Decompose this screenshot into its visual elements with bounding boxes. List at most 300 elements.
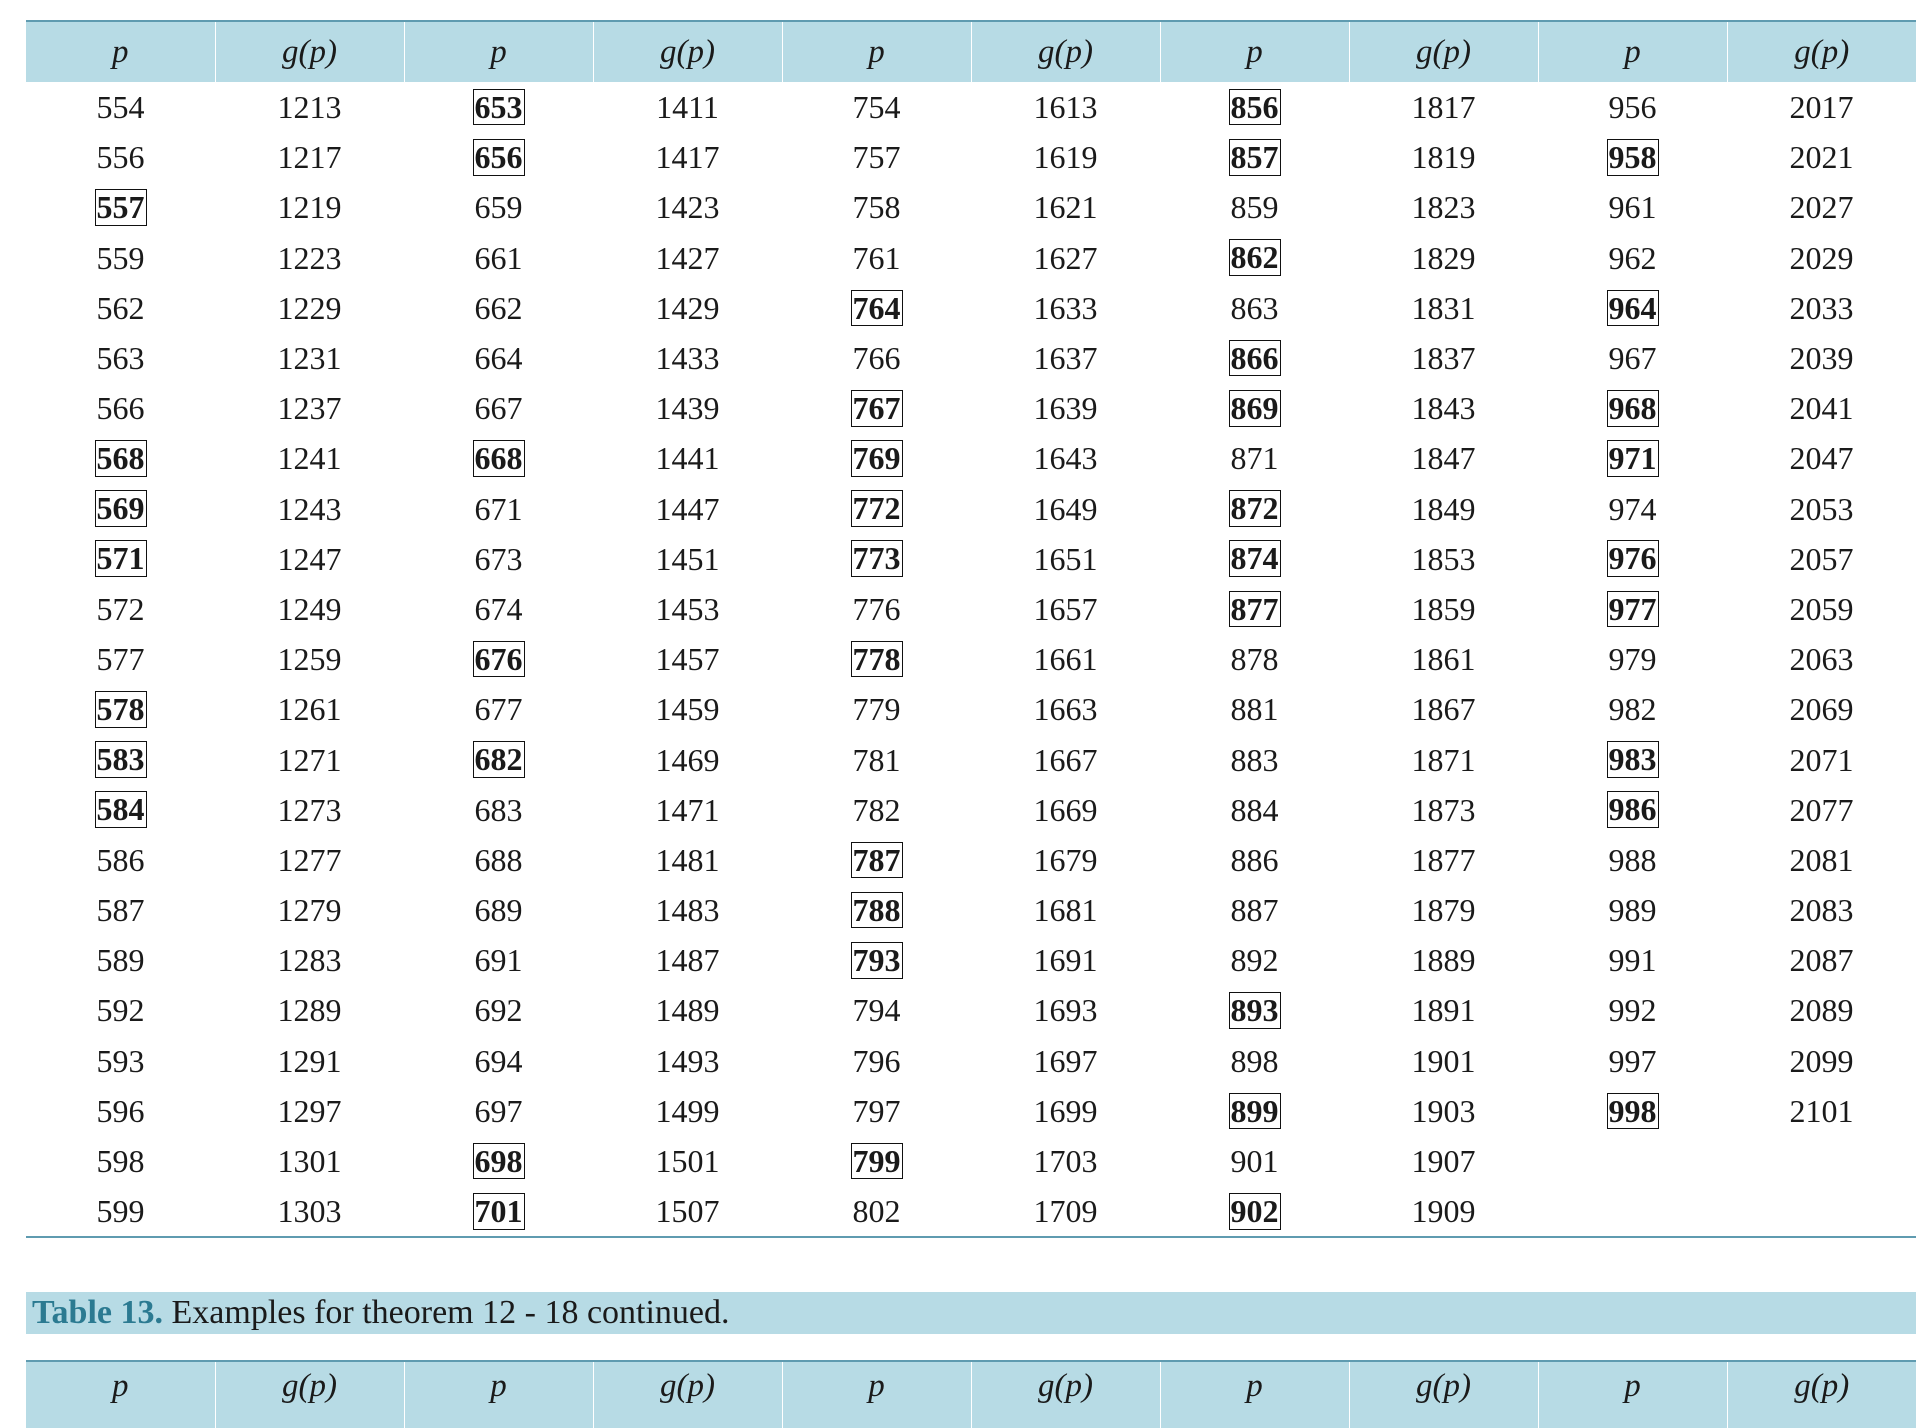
table-cell: 794 [852, 992, 901, 1029]
table-row [26, 182, 1916, 232]
continued-header-col-2: p [404, 1361, 593, 1428]
table-cell: 967 [1608, 340, 1657, 377]
table-cell: 754 [852, 89, 901, 126]
table-row [26, 484, 1916, 534]
continued-header-col-4: p [782, 1361, 971, 1428]
boxed-value: 668 [474, 440, 523, 477]
table-cell [404, 433, 593, 483]
table-cell: 689 [474, 892, 523, 929]
continued-header-col-0: p [26, 1361, 215, 1428]
table-cell: 667 [474, 390, 523, 427]
boxed-value: 899 [1230, 1092, 1279, 1129]
table-row [26, 233, 1916, 283]
table-cell: 796 [852, 1042, 901, 1079]
table-cell [26, 534, 215, 584]
table-cell: 979 [1608, 641, 1657, 678]
table-cell: 988 [1608, 841, 1657, 878]
table-cell: 1843 [1411, 390, 1476, 427]
table-cell: 1417 [655, 139, 720, 176]
table-cell: 757 [852, 139, 901, 176]
table-cell: 2071 [1789, 741, 1854, 778]
table-cell: 1487 [655, 942, 720, 979]
table-cell [1160, 383, 1349, 433]
table-cell: 1249 [277, 590, 342, 627]
table-cell: 956 [1608, 89, 1657, 126]
table-row [26, 132, 1916, 182]
table-cell [1538, 734, 1727, 784]
boxed-value: 872 [1230, 490, 1279, 527]
table-cell: 1237 [277, 390, 342, 427]
table-row [26, 734, 1916, 784]
table-cell: 1271 [277, 741, 342, 778]
table-cell: 1507 [593, 1186, 782, 1237]
boxed-value: 862 [1230, 239, 1279, 276]
table-cell: 1423 [655, 189, 720, 226]
boxed-value: 682 [474, 741, 523, 778]
table-cell: 1621 [1033, 189, 1098, 226]
table-cell: 1499 [655, 1092, 720, 1129]
table-cell [782, 283, 971, 333]
boxed-value: 983 [1608, 741, 1657, 778]
table-cell: 1247 [277, 540, 342, 577]
table-cell [1160, 484, 1349, 534]
prime-table [26, 20, 1916, 1238]
table-cell [1160, 333, 1349, 383]
header-col-6: p [1160, 21, 1349, 82]
table-cell: 887 [1230, 892, 1279, 929]
table-cell: 563 [96, 340, 145, 377]
table-cell: 1891 [1411, 992, 1476, 1029]
table-cell: 1699 [1033, 1092, 1098, 1129]
table-cell: 2077 [1789, 791, 1854, 828]
boxed-value: 578 [96, 691, 145, 728]
continued-header-col-9: g(p) [1727, 1361, 1916, 1428]
table-cell: 1217 [277, 139, 342, 176]
header-col-2: p [404, 21, 593, 82]
table-cell: 2099 [1789, 1042, 1854, 1079]
table-cell: 1667 [1033, 741, 1098, 778]
table-cell: 1453 [655, 590, 720, 627]
header-col-3: g(p) [593, 21, 782, 82]
table-cell: 1489 [655, 992, 720, 1029]
table-cell: 1823 [1411, 189, 1476, 226]
table-cell: 989 [1608, 892, 1657, 929]
table-cell [404, 634, 593, 684]
table-cell: 599 [26, 1186, 215, 1237]
table-cell [1160, 1186, 1349, 1237]
table-cell: 2033 [1789, 289, 1854, 326]
table-cell: 1259 [277, 641, 342, 678]
table-cell: 1681 [1033, 892, 1098, 929]
table-cell [782, 634, 971, 684]
table-cell: 2059 [1789, 590, 1854, 627]
table-caption [26, 1292, 1916, 1334]
table-cell: 883 [1230, 741, 1279, 778]
table-cell: 1429 [655, 289, 720, 326]
table-cell: 1829 [1411, 239, 1476, 276]
table-cell: 1873 [1411, 791, 1476, 828]
table-cell: 697 [474, 1092, 523, 1129]
table-cell: 859 [1230, 189, 1279, 226]
continued-header-col-5: g(p) [971, 1361, 1160, 1428]
table-cell: 2041 [1789, 390, 1854, 427]
table-cell: 1457 [655, 641, 720, 678]
table-cell: 1663 [1033, 691, 1098, 728]
table-cell: 1867 [1411, 691, 1476, 728]
table-cell: 781 [852, 741, 901, 778]
boxed-value: 788 [852, 891, 901, 928]
table-cell: 782 [852, 791, 901, 828]
table-cell: 1649 [1033, 490, 1098, 527]
table-cell: 1469 [655, 741, 720, 778]
boxed-value: 869 [1230, 389, 1279, 426]
table-row [26, 383, 1916, 433]
continued-header-col-8: p [1538, 1361, 1727, 1428]
table-cell: 2053 [1789, 490, 1854, 527]
boxed-value: 866 [1230, 339, 1279, 376]
table-cell: 1903 [1411, 1092, 1476, 1129]
table-cell: 1451 [655, 540, 720, 577]
table-cell: 1261 [277, 691, 342, 728]
table-cell [1160, 1086, 1349, 1136]
boxed-value: 584 [96, 791, 145, 828]
table-cell: 694 [474, 1042, 523, 1079]
boxed-value: 767 [852, 389, 901, 426]
table-cell: 1849 [1411, 490, 1476, 527]
table-cell [1538, 1086, 1727, 1136]
table-cell [782, 885, 971, 935]
table-row [26, 283, 1916, 333]
table-cell [1727, 1136, 1916, 1186]
table-cell: 1301 [277, 1143, 342, 1180]
table-cell: 1901 [1411, 1042, 1476, 1079]
table-cell: 691 [474, 942, 523, 979]
table-cell [26, 182, 215, 232]
table-cell [1538, 433, 1727, 483]
table-cell: 1427 [655, 239, 720, 276]
table-cell [1160, 584, 1349, 634]
table-cell [1538, 283, 1727, 333]
table-cell: 1613 [1033, 89, 1098, 126]
table-cell: 779 [852, 691, 901, 728]
table-cell: 797 [852, 1092, 901, 1129]
table-cell: 776 [852, 590, 901, 627]
table-cell: 587 [96, 892, 145, 929]
boxed-value: 977 [1608, 590, 1657, 627]
table-cell: 1907 [1411, 1143, 1476, 1180]
table-cell: 1493 [655, 1042, 720, 1079]
table-cell: 2057 [1789, 540, 1854, 577]
table-cell: 886 [1230, 841, 1279, 878]
table-cell: 1871 [1411, 741, 1476, 778]
header-col-8: p [1538, 21, 1727, 82]
table-cell: 1501 [655, 1143, 720, 1180]
table-cell: 1283 [277, 942, 342, 979]
continued-header-col-3: g(p) [593, 1361, 782, 1428]
boxed-value: 568 [96, 440, 145, 477]
table-cell: 1831 [1411, 289, 1476, 326]
table-cell: 898 [1230, 1042, 1279, 1079]
header-col-1: g(p) [215, 21, 404, 82]
table-cell [26, 484, 215, 534]
table-cell [1160, 132, 1349, 182]
table-cell: 802 [782, 1186, 971, 1237]
table-row [26, 985, 1916, 1035]
table-cell [782, 534, 971, 584]
table-cell: 1229 [277, 289, 342, 326]
table-cell: 1879 [1411, 892, 1476, 929]
table-row [26, 634, 1916, 684]
table-cell [1160, 985, 1349, 1035]
table-cell: 1661 [1033, 641, 1098, 678]
table-cell: 1483 [655, 892, 720, 929]
table-row [26, 885, 1916, 935]
table-cell [1538, 785, 1727, 835]
table-row [26, 82, 1916, 132]
table-cell: 1619 [1033, 139, 1098, 176]
table-cell: 554 [96, 89, 145, 126]
boxed-value: 793 [852, 941, 901, 978]
table-cell [782, 484, 971, 534]
table-cell: 562 [96, 289, 145, 326]
boxed-value: 772 [852, 490, 901, 527]
table-cell: 1817 [1411, 89, 1476, 126]
table-cell [404, 82, 593, 132]
table-cell: 961 [1608, 189, 1657, 226]
table-cell: 577 [96, 641, 145, 678]
table-cell: 2069 [1789, 691, 1854, 728]
table-cell [1727, 1186, 1916, 1237]
table-row [26, 584, 1916, 634]
table-cell [404, 1136, 593, 1186]
table-cell: 997 [1608, 1042, 1657, 1079]
boxed-value: 856 [1230, 88, 1279, 125]
table-cell: 586 [96, 841, 145, 878]
table-cell: 2101 [1789, 1092, 1854, 1129]
table-cell: 1411 [656, 89, 719, 126]
table-cell: 659 [474, 189, 523, 226]
boxed-value: 676 [474, 640, 523, 677]
table-cell: 1859 [1411, 590, 1476, 627]
boxed-value: 656 [474, 138, 523, 175]
table-cell: 1219 [277, 189, 342, 226]
table-cell [404, 734, 593, 784]
boxed-value: 874 [1230, 540, 1279, 577]
table-row [26, 433, 1916, 483]
boxed-value: 893 [1230, 992, 1279, 1029]
table-row [26, 785, 1916, 835]
header-col-4: p [782, 21, 971, 82]
table-cell: 1441 [655, 440, 720, 477]
table-cell: 1651 [1033, 540, 1098, 577]
boxed-value: 958 [1608, 138, 1657, 175]
table-cell: 1289 [277, 992, 342, 1029]
table-cell: 592 [96, 992, 145, 1029]
table-cell: 1447 [655, 490, 720, 527]
table-cell: 892 [1230, 942, 1279, 979]
table-cell: 1213 [277, 89, 342, 126]
table-cell: 871 [1230, 440, 1279, 477]
table-cell: 1241 [277, 440, 342, 477]
boxed-value: 986 [1608, 791, 1657, 828]
table-cell: 863 [1230, 289, 1279, 326]
boxed-value: 964 [1608, 289, 1657, 326]
header-col-5: g(p) [971, 21, 1160, 82]
boxed-value: 764 [852, 289, 901, 326]
table-cell: 1693 [1033, 992, 1098, 1029]
table-cell: 661 [474, 239, 523, 276]
table-cell [1160, 534, 1349, 584]
table-cell: 589 [96, 942, 145, 979]
table-cell [26, 785, 215, 835]
table-row [26, 1136, 1916, 1186]
table-cell [1538, 383, 1727, 433]
boxed-value: 778 [852, 640, 901, 677]
table-cell [1538, 534, 1727, 584]
table-cell: 982 [1608, 691, 1657, 728]
table-cell: 962 [1608, 239, 1657, 276]
table-row [26, 534, 1916, 584]
table-cell [1160, 233, 1349, 283]
table-cell: 1853 [1411, 540, 1476, 577]
boxed-value: 857 [1230, 138, 1279, 175]
table-cell: 1889 [1411, 942, 1476, 979]
table-cell: 1433 [655, 340, 720, 377]
table-cell: 683 [474, 791, 523, 828]
table-cell [404, 1186, 593, 1237]
table-cell [26, 433, 215, 483]
table-cell [26, 734, 215, 784]
table-cell: 2047 [1789, 440, 1854, 477]
table-cell: 598 [96, 1143, 145, 1180]
header-col-0: p [26, 21, 215, 82]
table-cell: 974 [1608, 490, 1657, 527]
table-cell: 2087 [1789, 942, 1854, 979]
header-col-9: g(p) [1727, 21, 1916, 82]
continued-header-col-7: g(p) [1349, 1361, 1538, 1428]
boxed-value: 569 [96, 490, 145, 527]
table-cell: 1877 [1411, 841, 1476, 878]
table-row [26, 333, 1916, 383]
table-row [26, 1036, 1916, 1086]
table-cell: 556 [96, 139, 145, 176]
table-cell [26, 684, 215, 734]
table-cell: 1819 [1411, 139, 1476, 176]
table-cell: 1697 [1033, 1042, 1098, 1079]
table-cell: 991 [1608, 942, 1657, 979]
boxed-value: 799 [852, 1142, 901, 1179]
boxed-value: 877 [1230, 590, 1279, 627]
table-cell: 878 [1230, 641, 1279, 678]
table-cell [782, 383, 971, 433]
table-cell: 572 [96, 590, 145, 627]
boxed-value: 976 [1608, 540, 1657, 577]
table-cell: 2029 [1789, 239, 1854, 276]
table-cell: 1231 [277, 340, 342, 377]
table-cell: 1297 [277, 1092, 342, 1129]
table-cell: 1273 [277, 791, 342, 828]
table-cell: 2017 [1789, 89, 1854, 126]
boxed-value: 701 [474, 1192, 523, 1229]
caption-label: Table 13. [32, 1294, 164, 1331]
caption-text: Examples for theorem 12 - 18 continued. [163, 1294, 730, 1331]
table-cell: 1679 [1033, 841, 1098, 878]
table-cell: 2089 [1789, 992, 1854, 1029]
table-cell [782, 935, 971, 985]
boxed-value: 698 [474, 1142, 523, 1179]
table-cell: 1223 [277, 239, 342, 276]
table-cell: 2027 [1789, 189, 1854, 226]
table-row [26, 1186, 1916, 1237]
table-cell: 761 [852, 239, 901, 276]
table-cell: 2083 [1789, 892, 1854, 929]
continued-table [26, 1360, 1916, 1428]
table-row [26, 1086, 1916, 1136]
table-cell: 881 [1230, 691, 1279, 728]
continued-header-col-6: p [1160, 1361, 1349, 1428]
table-cell: 1703 [1033, 1143, 1098, 1180]
table-cell: 662 [474, 289, 523, 326]
boxed-value: 773 [852, 540, 901, 577]
table-cell: 566 [96, 390, 145, 427]
table-cell: 1657 [1033, 590, 1098, 627]
table-cell: 596 [96, 1092, 145, 1129]
table-cell: 1691 [1033, 942, 1098, 979]
table-cell: 674 [474, 590, 523, 627]
table-cell: 1291 [277, 1042, 342, 1079]
continued-header-col-1: g(p) [215, 1361, 404, 1428]
boxed-value: 902 [1230, 1192, 1279, 1229]
table-cell [782, 1136, 971, 1186]
table-cell: 1243 [277, 490, 342, 527]
table-cell: 1847 [1411, 440, 1476, 477]
boxed-value: 968 [1608, 389, 1657, 426]
table-cell: 1837 [1411, 340, 1476, 377]
boxed-value: 971 [1608, 440, 1657, 477]
table-cell: 1643 [1033, 440, 1098, 477]
boxed-value: 557 [96, 189, 145, 226]
table-cell [404, 132, 593, 182]
table-cell: 992 [1608, 992, 1657, 1029]
table-cell: 1639 [1033, 390, 1098, 427]
table-cell [1538, 584, 1727, 634]
header-col-7: g(p) [1349, 21, 1538, 82]
table-cell: 1303 [215, 1186, 404, 1237]
table-cell: 671 [474, 490, 523, 527]
table-cell: 593 [96, 1042, 145, 1079]
table-cell: 1471 [655, 791, 720, 828]
table-cell: 901 [1230, 1143, 1279, 1180]
table-cell: 688 [474, 841, 523, 878]
table-cell: 677 [474, 691, 523, 728]
table-cell: 1637 [1033, 340, 1098, 377]
table-cell [782, 835, 971, 885]
boxed-value: 787 [852, 841, 901, 878]
table-cell: 664 [474, 340, 523, 377]
table-cell [782, 433, 971, 483]
table-cell: 1633 [1033, 289, 1098, 326]
table-cell [1538, 132, 1727, 182]
table-cell [1160, 82, 1349, 132]
table-cell: 2063 [1789, 641, 1854, 678]
table-cell: 1709 [971, 1186, 1160, 1237]
boxed-value: 653 [474, 88, 523, 125]
table-header-row [26, 21, 1916, 82]
table-cell [1538, 1186, 1727, 1237]
table-cell: 1439 [655, 390, 720, 427]
boxed-value: 583 [96, 741, 145, 778]
table-cell [1538, 1136, 1727, 1186]
